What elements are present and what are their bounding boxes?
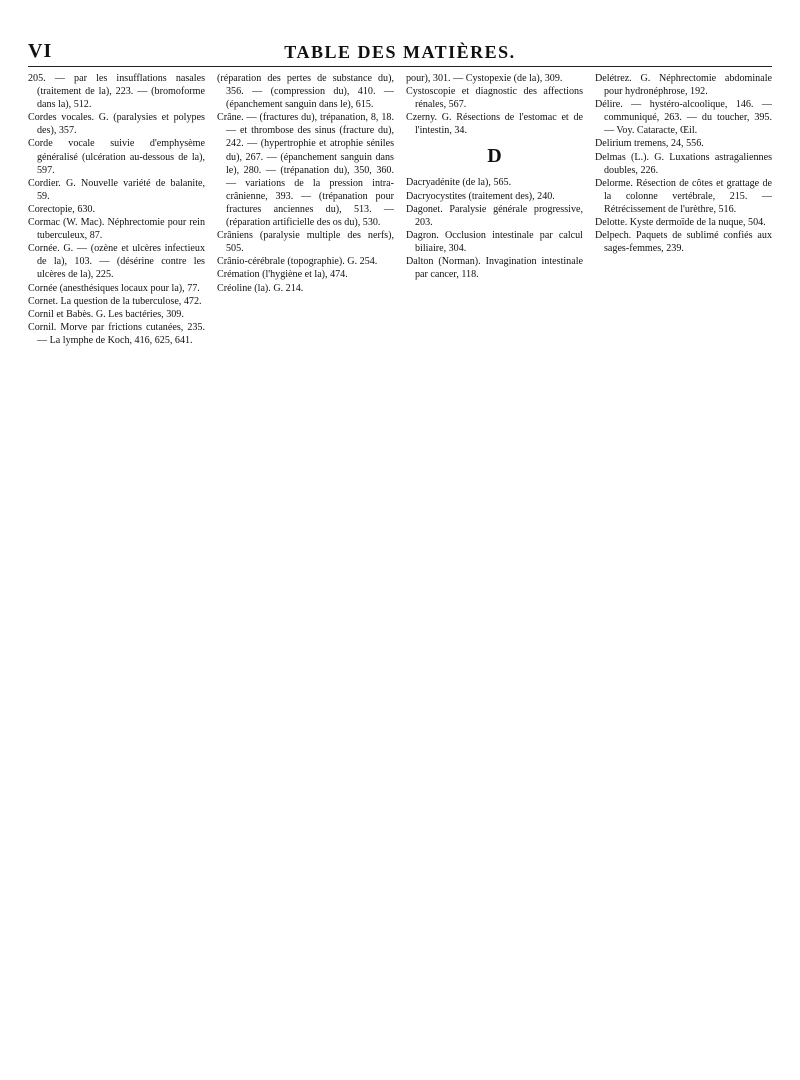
index-entry: Cormac (W. Mac). Néphrectomie pour rein tuberculeux, 87. xyxy=(28,217,205,242)
index-entry: 205. — par les insufflations nasales (traitement de la), 223. — (bromoforme dans la), 512. xyxy=(28,73,205,111)
index-entry: Dacryocystites (traitement des), 240. xyxy=(406,190,555,202)
index-entry: Cornil et Babès. G. Les bactéries, 309. xyxy=(28,308,184,320)
index-entry: Cystoscopie et diagnostic des affections rénales, 567. xyxy=(406,86,583,111)
index-entry: Delpech. Paquets de sublimé confiés aux sages-femmes, 239. xyxy=(595,230,772,255)
index-columns xyxy=(28,72,772,1068)
index-entry: Cordes vocales. G. (paralysies et polypes des), 357. xyxy=(28,112,205,137)
index-entry: Cordier. G. Nouvelle variété de balanite, 59. xyxy=(28,177,205,202)
index-column-2 xyxy=(217,72,394,1068)
index-column-1 xyxy=(28,72,205,1068)
index-entry: Cornée. G. — (ozène et ulcères infectieux de la), 103. — (désérine contre les ulcères de la), 225. xyxy=(28,243,205,281)
index-entry: Crémation (l'hygiène et la), 474. xyxy=(217,269,348,281)
index-entry: Delotte. Kyste dermoïde de la nuque, 504. xyxy=(595,217,766,229)
index-entry: Delorme. Résection de côtes et grattage de la colonne vertébrale, 215. — Rétrécissement de l'urèthre, 516. xyxy=(595,177,772,215)
index-entry: Dacryadénite (de la), 565. xyxy=(406,177,512,189)
index-entry: Dalton (Norman). Invagination intestinale par cancer, 118. xyxy=(406,256,583,281)
index-entry: Crâne. — (fractures du), trépanation, 8, 18. — et thrombose des sinus (fracture du), 242. — (hypertrophie et atrophie séniles du), 267. — (épanchement sanguin dans le), 280. — (trépanation du), 350, 360. — variations de la pression intra-crânienne, 393. — (trépanation pour fractures anciennes du), 513. — (réparation artificielle des os du), 530. xyxy=(217,112,394,229)
index-entry: Delétrez. G. Néphrectomie abdominale pour hydronéphrose, 192. xyxy=(595,73,772,98)
index-entry: Cornet. La question de la tuberculose, 472. xyxy=(28,295,202,307)
page-number: VI xyxy=(28,40,53,62)
index-entry: pour), 301. — Cystopexie (de la), 309. xyxy=(406,73,563,84)
index-column-4 xyxy=(595,72,772,1068)
section-letter: D xyxy=(487,145,502,168)
index-entry: Crâniens (paralysie multiple des nerfs), 505. xyxy=(217,230,394,255)
index-entry: Dagonet. Paralysie générale progressive, 203. xyxy=(406,203,583,228)
index-entry: Crânio-cérébrale (topographie). G. 254. xyxy=(217,256,378,268)
index-entry: Cornée (anesthésiques locaux pour la), 77. xyxy=(28,282,200,294)
index-entry: Dagron. Occlusion intestinale par calcul biliaire, 304. xyxy=(406,229,583,254)
index-entry: Czerny. G. Résections de l'estomac et de l'intestin, 34. xyxy=(406,112,583,137)
index-entry: Délire. — hystéro-alcoolique, 146. — communiqué, 263. — du toucher, 395. — Voy. Cataracte, Œil. xyxy=(595,99,772,137)
index-entry: (réparation des pertes de substance du), 356. — (compression du), 410. — (épanchement sanguin dans le), 615. xyxy=(217,73,394,111)
index-entry: Delmas (L.). G. Luxations astragaliennes doubles, 226. xyxy=(595,151,772,176)
index-entry: Corde vocale suivie d'emphysème généralisé (ulcération au-dessous de la), 597. xyxy=(28,138,205,176)
index-column-3 xyxy=(406,72,583,1068)
index-entry: Corectopie, 630. xyxy=(28,203,95,215)
index-entry: Delirium tremens, 24, 556. xyxy=(595,138,704,150)
index-entry: Cornil. Morve par frictions cutanées, 235. — La lymphe de Koch, 416, 625, 641. xyxy=(28,321,205,346)
page-title: TABLE DES MATIÈRES. xyxy=(284,42,516,62)
index-entry: Créoline (la). G. 214. xyxy=(217,282,304,294)
running-header xyxy=(28,40,772,67)
